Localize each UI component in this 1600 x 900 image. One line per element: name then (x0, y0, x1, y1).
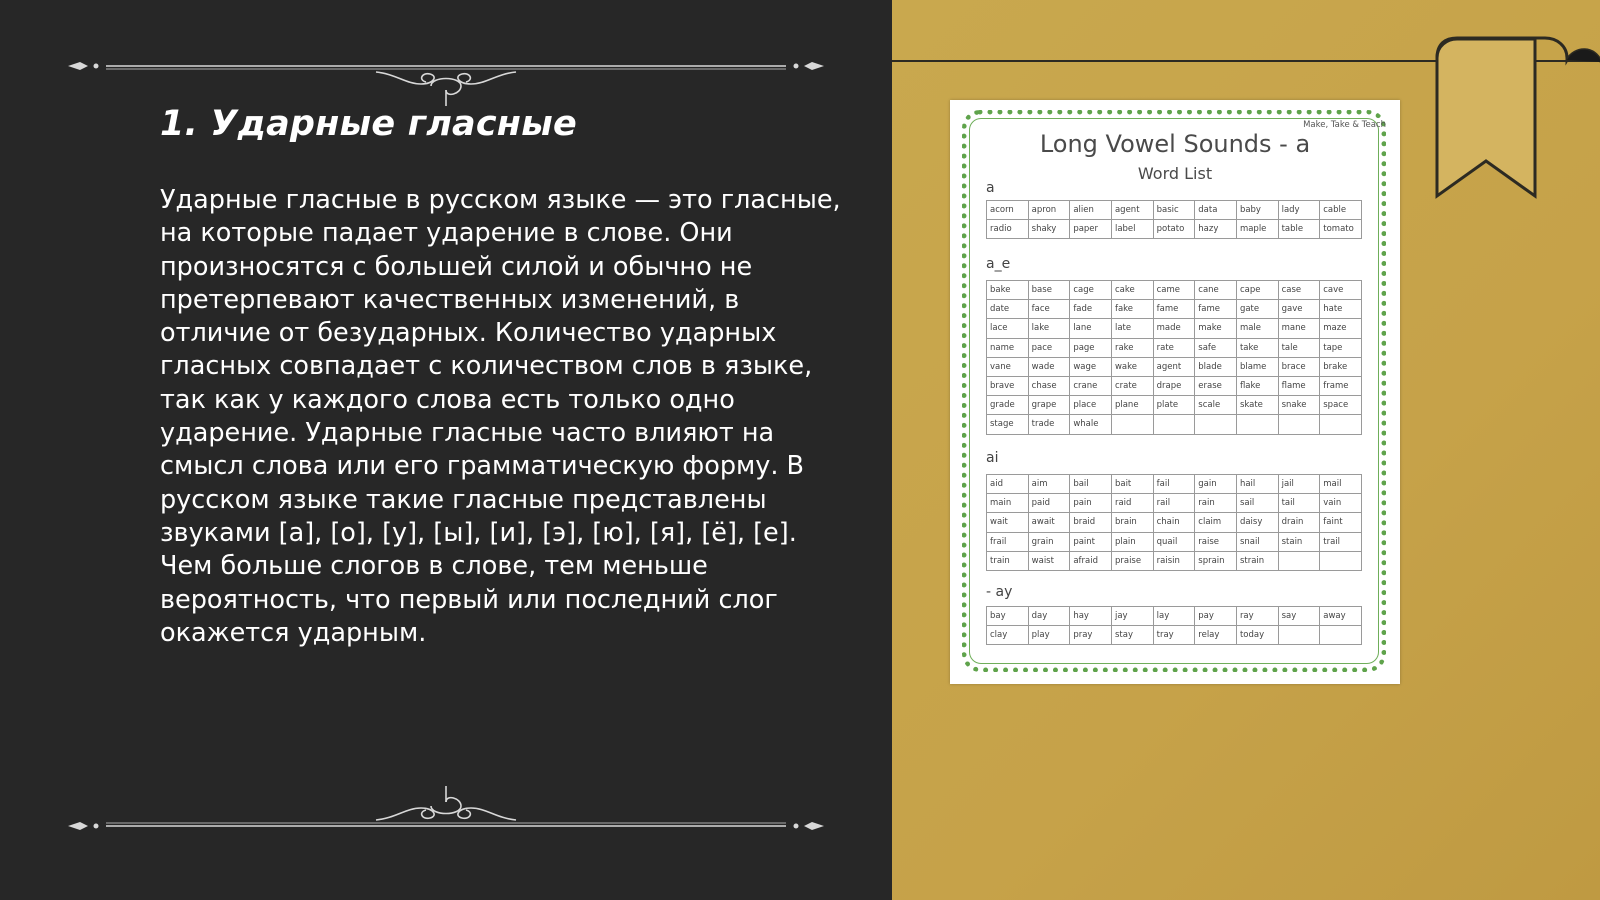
word-cell: wade (1028, 357, 1070, 376)
word-cell: tail (1278, 494, 1320, 513)
word-cell: potato (1153, 220, 1195, 239)
word-cell: jail (1278, 475, 1320, 494)
word-cell: blade (1195, 357, 1237, 376)
word-cell: lake (1028, 319, 1070, 338)
word-cell: scale (1195, 396, 1237, 415)
word-cell (1153, 415, 1195, 434)
word-cell: space (1320, 396, 1362, 415)
table-row (987, 220, 1362, 239)
word-cell: drain (1278, 513, 1320, 532)
word-cell: flake (1236, 376, 1278, 395)
word-cell: fake (1111, 300, 1153, 319)
word-cell: today (1236, 626, 1278, 645)
word-cell: faint (1320, 513, 1362, 532)
word-cell: hay (1070, 607, 1112, 626)
word-cell: make (1195, 319, 1237, 338)
word-cell: fail (1153, 475, 1195, 494)
table-row (987, 494, 1362, 513)
worksheet-corner-credit: Make, Take & Teach (1303, 120, 1386, 130)
word-cell: say (1278, 607, 1320, 626)
table-row (987, 357, 1362, 376)
word-cell: rain (1195, 494, 1237, 513)
word-cell: case (1278, 281, 1320, 300)
word-cell: play (1028, 626, 1070, 645)
word-cell: stay (1111, 626, 1153, 645)
word-cell: alien (1070, 201, 1112, 220)
word-cell: grain (1028, 532, 1070, 551)
slide-body-text: Ударные гласные в русском языке — это гласные, на которые падает ударение в слове. Они произносятся с большей силой и обычно не претерпевают качественных изменений, в отличие от безударных. Количество ударных гласных совпадает с количеством слов в языке, так как у каждого слова есть только одно ударение. Ударные гласные часто влияют на смысл слова или его грамматическую форму. В русском языке такие гласные представлены звуками [а], [о], [у], [ы], [и], [э], [ю], [я], [ё], [е]. Чем больше слогов в слове, тем меньше вероятность, что первый или последний слог окажется ударным. (160, 185, 841, 648)
word-cell: waist (1028, 551, 1070, 570)
word-table-ai (986, 474, 1362, 571)
table-row (987, 338, 1362, 357)
word-cell: snake (1278, 396, 1320, 415)
word-cell: agent (1153, 357, 1195, 376)
word-cell: mane (1278, 319, 1320, 338)
word-cell: frail (987, 532, 1029, 551)
word-cell (1278, 551, 1320, 570)
word-cell: pain (1070, 494, 1112, 513)
word-cell: label (1111, 220, 1153, 239)
word-cell: vane (987, 357, 1029, 376)
word-cell: flame (1278, 376, 1320, 395)
word-cell: raise (1195, 532, 1237, 551)
word-cell: erase (1195, 376, 1237, 395)
table-row (987, 513, 1362, 532)
word-cell: late (1111, 319, 1153, 338)
word-cell: page (1070, 338, 1112, 357)
word-cell: brave (987, 376, 1029, 395)
table-row (987, 396, 1362, 415)
word-cell: brake (1320, 357, 1362, 376)
word-cell: whale (1070, 415, 1112, 434)
word-cell: cane (1195, 281, 1237, 300)
word-cell: name (987, 338, 1029, 357)
table-row (987, 319, 1362, 338)
word-cell: clay (987, 626, 1029, 645)
word-cell: maple (1236, 220, 1278, 239)
word-cell: acorn (987, 201, 1029, 220)
word-cell: hazy (1195, 220, 1237, 239)
word-cell: wage (1070, 357, 1112, 376)
word-cell: baby (1236, 201, 1278, 220)
word-cell (1320, 626, 1362, 645)
word-cell: grape (1028, 396, 1070, 415)
word-cell: plane (1111, 396, 1153, 415)
table-row (987, 281, 1362, 300)
worksheet-subtitle: Word List (1137, 164, 1213, 183)
word-table-a (986, 200, 1362, 239)
word-cell: cape (1236, 281, 1278, 300)
word-cell: raisin (1153, 551, 1195, 570)
word-cell: safe (1195, 338, 1237, 357)
word-cell: vain (1320, 494, 1362, 513)
word-cell: away (1320, 607, 1362, 626)
table-row (987, 475, 1362, 494)
word-cell: tale (1278, 338, 1320, 357)
word-cell: skate (1236, 396, 1278, 415)
word-cell: drape (1153, 376, 1195, 395)
word-cell: gate (1236, 300, 1278, 319)
word-cell: train (987, 551, 1029, 570)
word-cell: grade (987, 396, 1029, 415)
table-row (987, 300, 1362, 319)
word-cell (1278, 626, 1320, 645)
word-cell: wait (987, 513, 1029, 532)
word-cell: quail (1153, 532, 1195, 551)
word-cell: praise (1111, 551, 1153, 570)
word-cell: relay (1195, 626, 1237, 645)
word-cell: radio (987, 220, 1029, 239)
word-cell: aim (1028, 475, 1070, 494)
word-cell: brace (1278, 357, 1320, 376)
word-cell: data (1195, 201, 1237, 220)
word-cell: basic (1153, 201, 1195, 220)
word-cell: ray (1236, 607, 1278, 626)
word-cell: paint (1070, 532, 1112, 551)
table-row (987, 607, 1362, 626)
word-cell: raid (1111, 494, 1153, 513)
word-cell: chase (1028, 376, 1070, 395)
word-cell: claim (1195, 513, 1237, 532)
slide-title: 1. Ударные гласные (160, 104, 577, 144)
section-label-ai: ai (986, 450, 999, 466)
table-row (987, 532, 1362, 551)
word-cell (1111, 415, 1153, 434)
word-cell: cave (1320, 281, 1362, 300)
word-cell: apron (1028, 201, 1070, 220)
word-cell: male (1236, 319, 1278, 338)
table-row (987, 626, 1362, 645)
word-cell: tape (1320, 338, 1362, 357)
word-cell: bay (987, 607, 1029, 626)
word-cell: rake (1111, 338, 1153, 357)
word-cell: pay (1195, 607, 1237, 626)
word-cell: paper (1070, 220, 1112, 239)
word-cell: lane (1070, 319, 1112, 338)
word-cell: face (1028, 300, 1070, 319)
word-cell: rail (1153, 494, 1195, 513)
word-cell: hate (1320, 300, 1362, 319)
word-cell: chain (1153, 513, 1195, 532)
word-cell: rate (1153, 338, 1195, 357)
word-cell: lady (1278, 201, 1320, 220)
word-cell: table (1278, 220, 1320, 239)
word-cell: plain (1111, 532, 1153, 551)
table-row (987, 551, 1362, 570)
table-row (987, 415, 1362, 434)
word-cell: strain (1236, 551, 1278, 570)
word-cell: blame (1236, 357, 1278, 376)
word-cell: agent (1111, 201, 1153, 220)
word-cell: trail (1320, 532, 1362, 551)
word-cell: frame (1320, 376, 1362, 395)
bookmark-icon (1435, 36, 1600, 206)
word-cell: base (1028, 281, 1070, 300)
word-cell (1195, 415, 1237, 434)
word-cell: main (987, 494, 1029, 513)
word-cell: place (1070, 396, 1112, 415)
word-cell: crane (1070, 376, 1112, 395)
word-cell: gave (1278, 300, 1320, 319)
section-label-ay: - ay (986, 584, 1013, 600)
word-cell: plate (1153, 396, 1195, 415)
word-cell: fame (1195, 300, 1237, 319)
word-cell: hail (1236, 475, 1278, 494)
word-cell: stain (1278, 532, 1320, 551)
word-cell: jay (1111, 607, 1153, 626)
word-cell: fade (1070, 300, 1112, 319)
word-cell: sail (1236, 494, 1278, 513)
bottom-ornament-divider (66, 770, 826, 830)
word-cell: day (1028, 607, 1070, 626)
word-cell: crate (1111, 376, 1153, 395)
table-row (987, 201, 1362, 220)
word-cell: bail (1070, 475, 1112, 494)
word-cell: came (1153, 281, 1195, 300)
word-cell: aid (987, 475, 1029, 494)
word-cell: snail (1236, 532, 1278, 551)
word-cell (1320, 415, 1362, 434)
word-cell: mail (1320, 475, 1362, 494)
section-label-a: a (986, 180, 995, 196)
word-cell: daisy (1236, 513, 1278, 532)
word-table-ay (986, 606, 1362, 645)
word-cell (1236, 415, 1278, 434)
word-cell: lace (987, 319, 1029, 338)
word-cell: lay (1153, 607, 1195, 626)
word-cell: pace (1028, 338, 1070, 357)
word-cell: bait (1111, 475, 1153, 494)
word-cell: sprain (1195, 551, 1237, 570)
word-cell: made (1153, 319, 1195, 338)
word-cell: await (1028, 513, 1070, 532)
table-row (987, 376, 1362, 395)
word-cell: maze (1320, 319, 1362, 338)
worksheet-title: Long Vowel Sounds - a (1039, 130, 1311, 158)
word-cell: paid (1028, 494, 1070, 513)
section-label-a-e: a_e (986, 256, 1011, 272)
word-cell: date (987, 300, 1029, 319)
word-cell: pray (1070, 626, 1112, 645)
word-cell: gain (1195, 475, 1237, 494)
word-cell: trade (1028, 415, 1070, 434)
word-cell: brain (1111, 513, 1153, 532)
word-cell: cable (1320, 201, 1362, 220)
word-cell: afraid (1070, 551, 1112, 570)
word-cell: tray (1153, 626, 1195, 645)
word-cell: bake (987, 281, 1029, 300)
word-table-a-e (986, 280, 1362, 435)
worksheet-image (950, 100, 1400, 684)
word-cell: shaky (1028, 220, 1070, 239)
word-cell: wake (1111, 357, 1153, 376)
word-cell: cage (1070, 281, 1112, 300)
word-cell: tomato (1320, 220, 1362, 239)
word-cell: stage (987, 415, 1029, 434)
word-cell: fame (1153, 300, 1195, 319)
word-cell: take (1236, 338, 1278, 357)
word-cell: cake (1111, 281, 1153, 300)
word-cell: braid (1070, 513, 1112, 532)
word-cell (1320, 551, 1362, 570)
word-cell (1278, 415, 1320, 434)
